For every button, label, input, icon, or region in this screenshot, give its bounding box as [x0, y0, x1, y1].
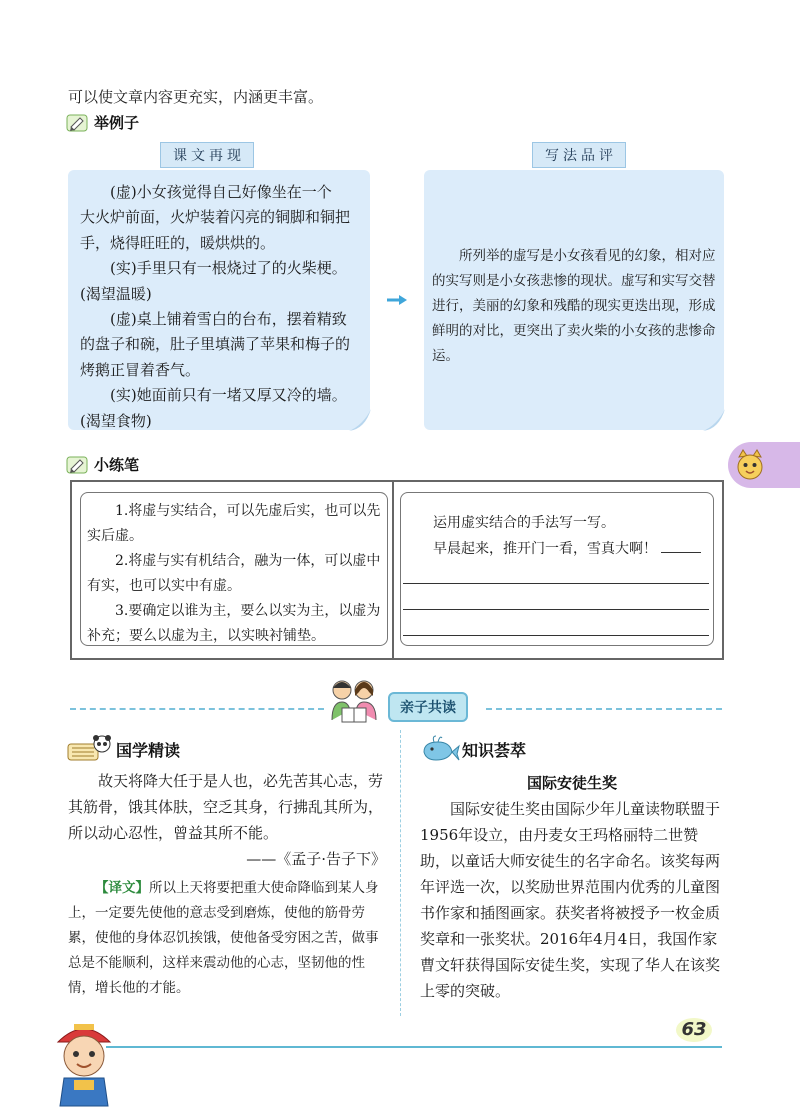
practice-divider [392, 482, 394, 658]
guoxue-text: 故天将降大任于是人也，必先苦其心志，劳其筋骨，饿其体肤，空乏其身，行拂乱其所为，所以动心忍性，曾益其所不能。 [68, 772, 384, 842]
intro-line: 可以使文章内容更充实，内涵更丰富。 [68, 88, 324, 106]
knowledge-heading-row [420, 734, 526, 764]
writing-line[interactable] [403, 609, 709, 610]
example-line: 手，烧得旺旺的，暖烘烘的。 [80, 233, 276, 252]
practice-writing-panel [400, 492, 714, 646]
example-line: 的盘子和碗，肚子里填满了苹果和梅子的 [80, 335, 351, 354]
pencil-icon [66, 456, 88, 474]
review-text: 所列举的虚写是小女孩看见的幻象，相对应的实写则是小女孩悲惨的现状。虚写和实写交替进行，美丽的幻象和残酷的现实更迭出现，形成鲜明的对比，更突出了卖火柴的小女孩的悲惨命运。 [432, 248, 716, 364]
scroll-panda-icon [66, 734, 112, 764]
practice-starter: 早晨起来，推开门一看，雪真大啊！ [433, 541, 657, 557]
page-number-badge [676, 1018, 712, 1042]
guoxue-translation-block [68, 876, 386, 1001]
example-section-title: 举例子 [94, 114, 140, 132]
example-bubble [68, 170, 370, 430]
writing-line[interactable] [403, 583, 709, 584]
knowledge-heading: 知识荟萃 [462, 740, 527, 760]
practice-tip: 2.将虚与实有机结合，融为一体，可以虚中有实，也可以实中有虚。 [87, 553, 381, 594]
example-line: (虚)小女孩觉得自己好像坐在一个 [110, 183, 332, 201]
example-line: (渴望食物) [80, 411, 152, 430]
example-section-tag [66, 112, 139, 133]
mascot-boy-icon [44, 1016, 124, 1108]
left-column-title: 课文再现 [160, 142, 254, 168]
example-line: (虚)桌上铺着雪白的台布，摆着精致 [110, 310, 347, 329]
practice-tip: 3.要确定以谁为主，要么以实为主，以虚为补充；要么以虚为主，以实映衬铺垫。 [87, 603, 381, 644]
column-divider [400, 730, 401, 1016]
practice-starter-line [433, 537, 703, 562]
family-reading-icon [326, 676, 382, 724]
practice-section-title: 小练笔 [94, 456, 140, 474]
chapter-tab [728, 442, 800, 488]
example-line: (实)她面前只有一堵又厚又冷的墙。 [110, 386, 347, 405]
example-line: 大火炉前面，火炉装着闪亮的铜脚和铜把 [80, 208, 351, 227]
guoxue-translation: 所以上天将要把重大使命降临到某人身上，一定要先使他的意志受到磨炼，使他的筋骨劳累，使他的身体忍饥挨饿，使他备受穷困之苦，做事总是不能顺利，这样来震动他的心志，坚韧他的性情，增长他的才能。 [68, 880, 379, 996]
reading-banner-label: 亲子共读 [388, 692, 468, 722]
example-line: 烤鹅正冒着香气。 [80, 360, 201, 379]
knowledge-title: 国际安徒生奖 [526, 774, 617, 792]
guoxue-heading-row [66, 734, 180, 764]
practice-prompt: 运用虚实结合的手法写一写。 [433, 515, 615, 531]
banner-divider-right [486, 708, 722, 710]
footer-line [106, 1046, 722, 1048]
knowledge-text: 国际安徒生奖由国际少年儿童读物联盟于1956年设立，由丹麦女王玛格丽特二世赞助，以童话大师安徒生的名字命名。该奖每两年评选一次，以奖励世界范围内优秀的儿童图书作家和插图画家。获奖者将被授予一枚金质奖章和一张奖状。2016年4月4日，我国作家曹文轩获得国际安徒生奖，实现了华人在该奖上零的突破。 [420, 800, 721, 1000]
page-number: 63 [681, 1019, 707, 1040]
writing-line[interactable] [403, 635, 709, 636]
practice-tip: 1.将虚与实结合，可以先虚后实，也可以先实后虚。 [87, 503, 381, 544]
whale-icon [420, 734, 460, 764]
pencil-icon [66, 114, 88, 132]
cat-face-icon [734, 448, 766, 482]
translation-label: 【译文】 [95, 880, 149, 896]
example-text [80, 180, 366, 434]
review-bubble [424, 170, 724, 430]
arrow-right-icon [386, 294, 408, 306]
example-line: (实)手里只有一根烧过了的火柴梗。 [110, 259, 347, 278]
right-column-title: 写法品评 [532, 142, 626, 168]
page-curl-icon [703, 409, 725, 431]
practice-tips-panel [80, 492, 388, 646]
banner-divider-left [70, 708, 324, 710]
example-line: (渴望温暖) [80, 284, 152, 303]
answer-blank[interactable] [661, 552, 701, 553]
practice-section-tag [66, 454, 139, 475]
guoxue-heading: 国学精读 [116, 740, 181, 760]
guoxue-source: ——《孟子·告子下》 [246, 850, 386, 868]
practice-box [70, 480, 724, 660]
